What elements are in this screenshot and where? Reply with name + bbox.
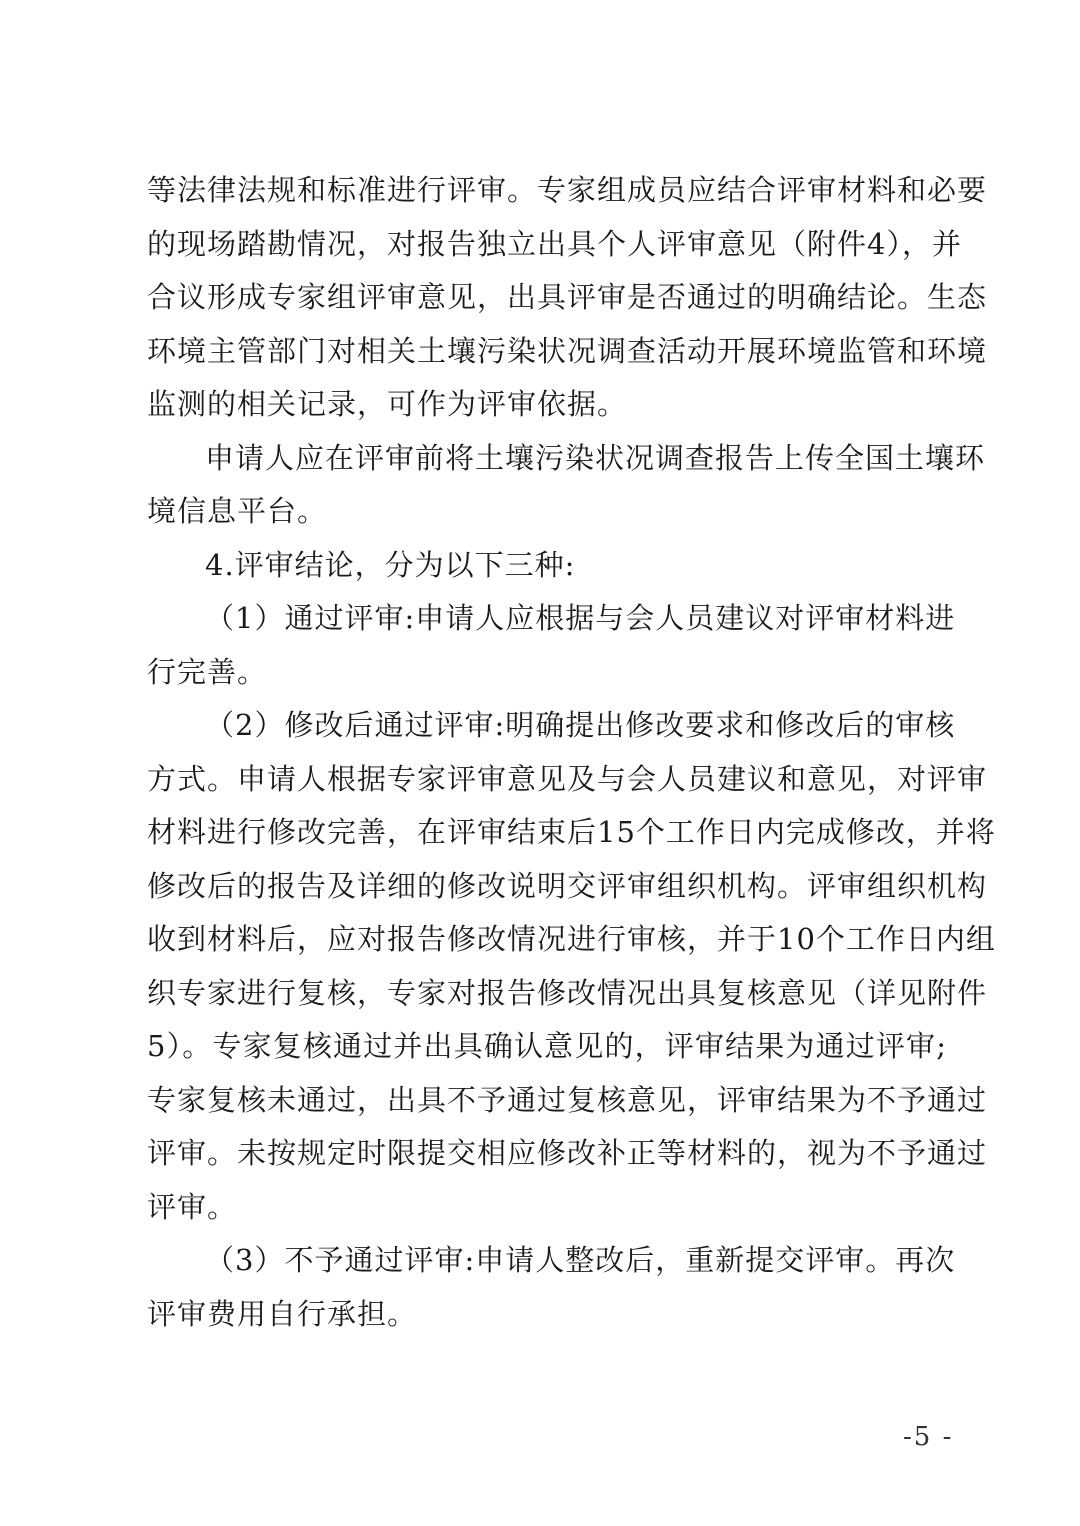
- text-line: 合议形成专家组评审意见，出具评审是否通过的明确结论。生态: [147, 280, 988, 314]
- text-line: 评审。: [147, 1189, 238, 1224]
- list-item-3-line: （3）不予通过评审:申请人整改后，重新提交评审。再次: [205, 1243, 956, 1277]
- page-number: -5 -: [903, 1422, 954, 1452]
- list-item-1-line: （1）通过评审:申请人应根据与会人员建议对评审材料进: [205, 601, 956, 635]
- text-line: 5）。专家复核通过并出具确认意见的，评审结果为通过评审;: [147, 1029, 947, 1063]
- paragraph-start-line: 申请人应在评审前将土壤污染状况调查报告上传全国土壤环: [205, 440, 986, 475]
- text-line: 材料进行修改完善，在评审结束后15个工作日内完成修改，并将: [147, 815, 996, 849]
- text-line: 境信息平台。: [147, 494, 328, 528]
- section-heading: 4.评审结论，分为以下三种:: [205, 547, 576, 582]
- text-line: 修改后的报告及详细的修改说明交评审组织机构。评审组织机构: [147, 868, 988, 903]
- text-line: 环境主管部门对相关土壤污染状况调查活动开展环境监管和环境: [147, 333, 988, 368]
- text-line: 收到材料后，应对报告修改情况进行审核，并于10个工作日内组: [147, 922, 996, 956]
- text-line: 织专家进行复核，专家对报告修改情况出具复核意见（详见附件: [147, 975, 988, 1010]
- text-line: 监测的相关记录，可作为评审依据。: [147, 387, 628, 421]
- document-body: [147, 164, 996, 1341]
- text-line: 的现场踏勘情况，对报告独立出具个人评审意见（附件4），并: [147, 226, 962, 261]
- text-line: 等法律法规和标准进行评审。专家组成员应结合评审材料和必要: [147, 173, 988, 207]
- text-line: 专家复核未通过，出具不予通过复核意见，评审结果为不予通过: [147, 1082, 988, 1117]
- text-line: 评审费用自行承担。: [147, 1296, 418, 1331]
- list-item-2-line: （2）修改后通过评审:明确提出修改要求和修改后的审核: [205, 708, 956, 742]
- text-line: 方式。申请人根据专家评审意见及与会人员建议和意见，对评审: [147, 761, 988, 796]
- text-line: 评审。未按规定时限提交相应修改补正等材料的，视为不予通过: [147, 1136, 988, 1170]
- text-line: 行完善。: [147, 654, 268, 689]
